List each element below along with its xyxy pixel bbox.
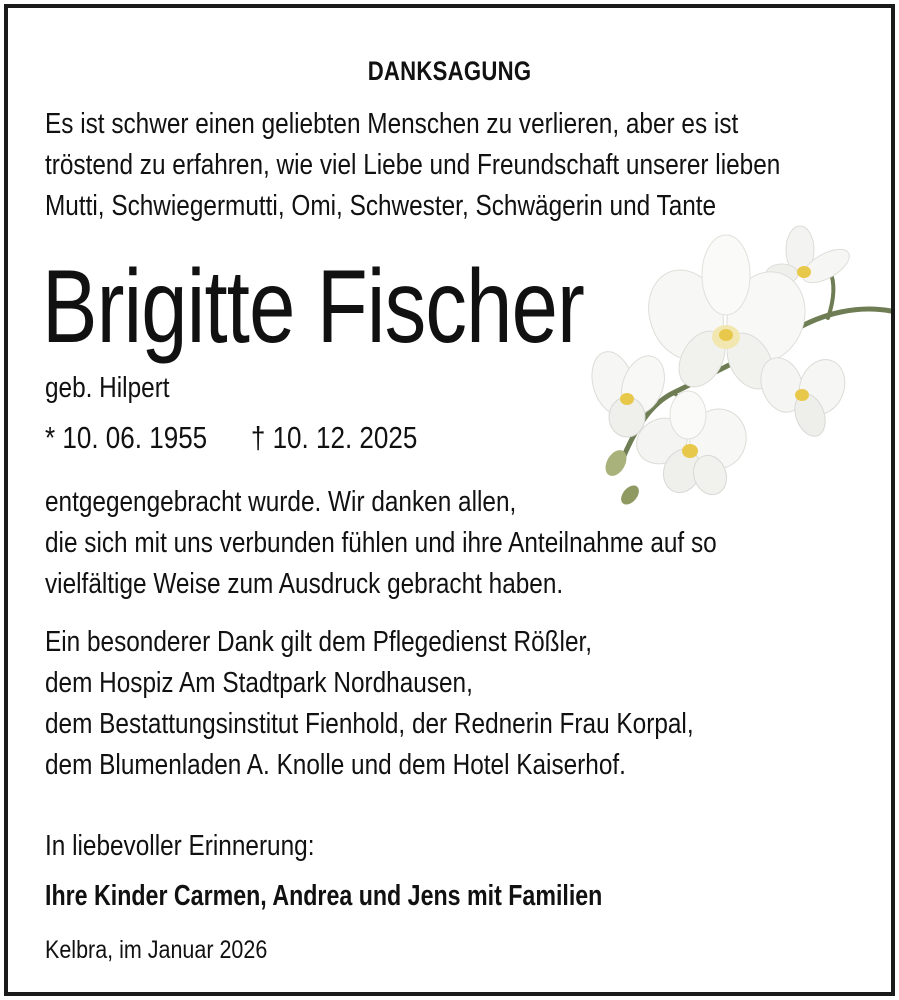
intro-line: Mutti, Schwiegermutti, Omi, Schwester, Schwägerin und Tante: [45, 190, 717, 222]
signoff-intro: [45, 826, 314, 867]
heading: DANKSAGUNG: [367, 56, 532, 86]
signoff-family: Ihre Kinder Carmen, Andrea und Jens mit Familien: [45, 880, 603, 912]
thanks-paragraph: [45, 482, 717, 605]
special-thanks-paragraph: [45, 622, 694, 786]
place-date: Kelbra, im Januar 2026: [45, 936, 268, 964]
intro-line: tröstend zu erfahren, wie viel Liebe und Freundschaft unserer lieben: [45, 149, 781, 181]
maiden-name: geb. Hilpert: [45, 372, 170, 404]
thanks-line: entgegengebracht wurde. Wir danken allen,: [45, 486, 517, 518]
special-thanks-line: dem Blumenladen A. Knolle und dem Hotel Kaiserhof.: [45, 749, 626, 781]
deceased-name: Brigitte Fischer: [42, 249, 585, 365]
birth-date: * 10. 06. 1955: [45, 420, 208, 455]
death-date: † 10. 12. 2025: [250, 420, 418, 455]
special-thanks-line: dem Hospiz Am Stadtpark Nordhausen,: [45, 667, 473, 699]
intro-paragraph: [45, 104, 780, 227]
orchid-icon: [578, 223, 891, 508]
thanks-line: vielfältige Weise zum Ausdruck gebracht haben.: [45, 568, 564, 600]
signoff-intro-text: In liebevoller Erinnerung:: [45, 830, 315, 862]
obituary-frame: [4, 4, 895, 996]
thanks-line: die sich mit uns verbunden fühlen und ihre Anteilnahme auf so: [45, 527, 717, 559]
life-dates: [45, 420, 417, 456]
special-thanks-line: Ein besonderer Dank gilt dem Pflegedienst Rößler,: [45, 626, 593, 658]
special-thanks-line: dem Bestattungsinstitut Fienhold, der Rednerin Frau Korpal,: [45, 708, 694, 740]
intro-line: Es ist schwer einen geliebten Menschen zu verlieren, aber es ist: [45, 108, 739, 140]
